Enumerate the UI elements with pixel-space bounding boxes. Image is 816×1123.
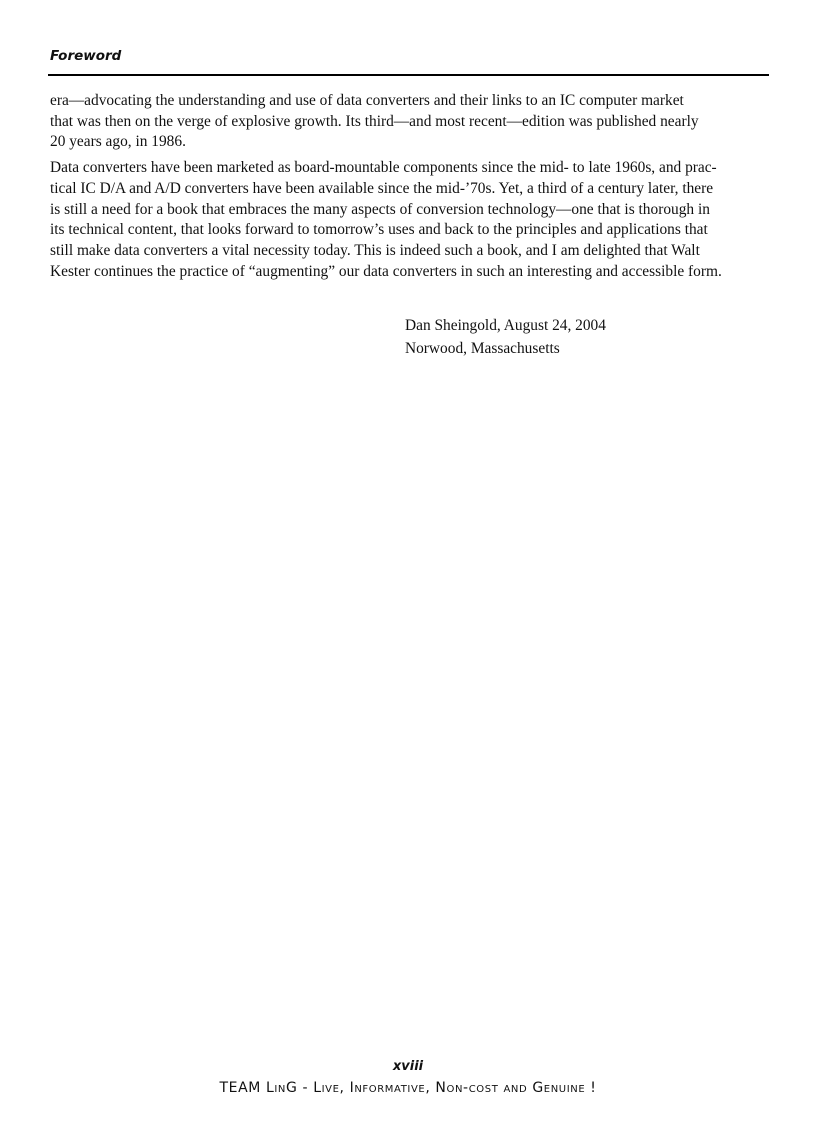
- running-head: Foreword: [50, 48, 122, 64]
- text-line: that was then on the verge of explosive growth. Its third—and most recent—edition was published nearly: [50, 112, 699, 130]
- text-line: era—advocating the understanding and use of data converters and their links to an IC computer market: [50, 92, 684, 109]
- text-line: still make data converters a vital necessity today. This is indeed such a book, and I am delighted that Walt: [50, 241, 700, 259]
- text-line: Kester continues the practice of “augmenting” our data converters in such an interesting and accessible form.: [50, 262, 722, 280]
- footer-banner: TEAM LinG - Live, Informative, Non-cost and Genuine !: [219, 1080, 597, 1096]
- page-number: xviii: [392, 1059, 424, 1074]
- text-line: its technical content, that looks forward to tomorrow’s uses and back to the principles and applications that: [50, 221, 708, 239]
- header-rule: [48, 74, 769, 76]
- text-line: is still a need for a book that embraces the many aspects of conversion technology—one that is thorough in: [50, 200, 710, 218]
- text-line: 20 years ago, in 1986.: [50, 133, 186, 151]
- signature-name-date: Dan Sheingold, August 24, 2004: [405, 317, 606, 334]
- signature-block: [405, 314, 606, 360]
- body-text: [50, 91, 772, 287]
- text-line: Data converters have been marketed as board-mountable components since the mid- to late 1960s, and prac-: [50, 159, 717, 177]
- paragraph-1: [50, 91, 772, 153]
- text-line: tical IC D/A and A/D converters have been available since the mid-’70s. Yet, a third of a century later, there: [50, 179, 714, 197]
- signature-location: Norwood, Massachusetts: [405, 340, 560, 357]
- paragraph-2: [50, 158, 772, 282]
